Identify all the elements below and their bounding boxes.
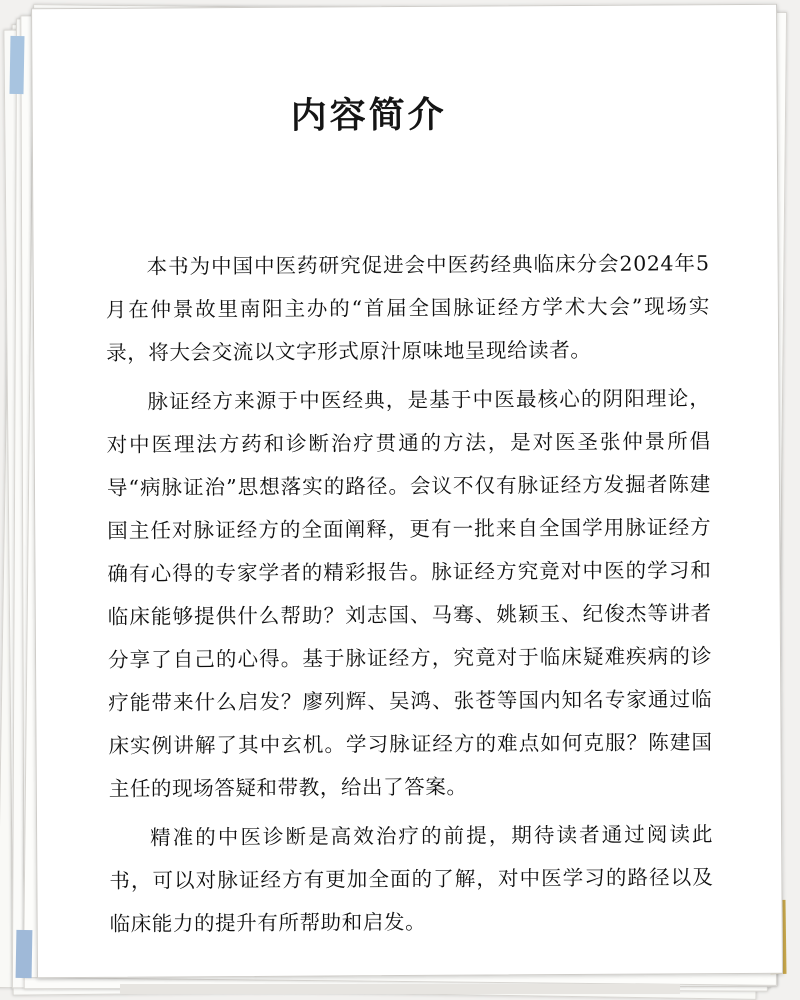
paragraph: 精准的中医诊断是高效治疗的前提，期待读者通过阅读此书，可以对脉证经方有更加全面的了解，对中医学习的路径以及临床能力的提升有所帮助和启发。 <box>109 822 714 936</box>
blue-page-edge-top <box>9 36 24 94</box>
page-content <box>32 5 782 978</box>
document-body <box>105 242 713 946</box>
paragraph: 本书为中国中医药研究促进会中医药经典临床分会2024年5月在仲景故里南阳主办的“首届全国脉证经方学术大会”现场实录，将大会交流以文字形式原汁原味地呈现给读者。 <box>105 251 710 365</box>
paragraph: 脉证经方来源于中医经典，是基于中医最核心的阴阳理论，对中医理法方药和诊断治疗贯通的方法，是对医圣张仲景所倡导“病脉证治”思想落实的路径。会议不仅有脉证经方发掘者陈建国主任对脉证经方的全面阐释，更有一批来自全国学用脉证经方确有心得的专家学者的精彩报告。脉证经方究竟对中医的学习和临床能够提供什么帮助？刘志国、马骞、姚颖玉、纪俊杰等讲者分享了自己的心得。基于脉证经方，究竟对于临床疑难疾病的诊疗能带来什么启发？廖列辉、吴鸿、张苍等国内知名专家通过临床实例讲解了其中玄机。学习脉证经方的难点如何克服？陈建国主任的现场答疑和带教，给出了答案。 <box>106 386 713 801</box>
document-page <box>31 4 783 979</box>
page-title: 内容简介 <box>290 93 447 137</box>
bottom-page-edge <box>120 984 680 994</box>
blue-page-edge-bottom <box>16 930 33 978</box>
